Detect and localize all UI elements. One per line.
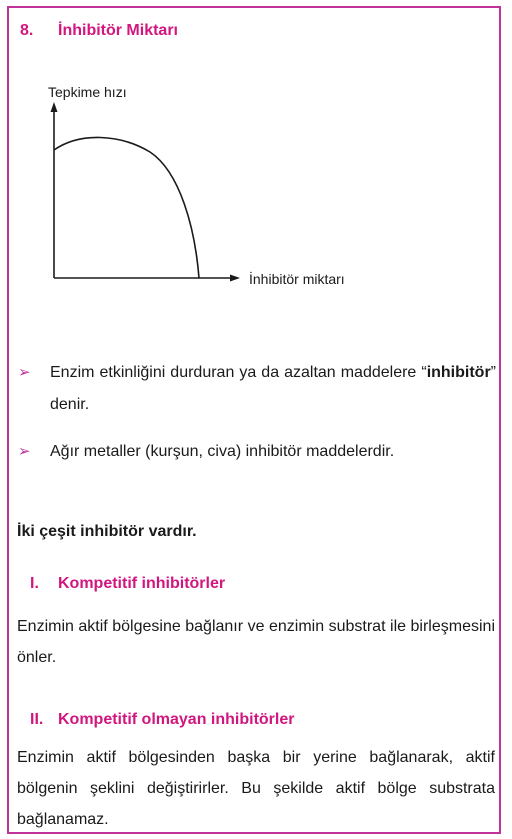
bullet-text-bold: inhibitör xyxy=(426,364,491,381)
bullet-text-post: ” denir. xyxy=(50,364,496,413)
type-description: Enzimin aktif bölgesine bağlanır ve enzimin substrat ile birleşmesini önler. xyxy=(17,618,495,666)
bullet-text xyxy=(50,436,496,468)
type-heading xyxy=(30,711,294,729)
y-axis-arrowhead xyxy=(51,102,58,112)
bullet-item xyxy=(18,357,496,421)
y-axis-label: Tepkime hızı xyxy=(48,84,127,100)
section-title-text: İnhibitör Miktarı xyxy=(58,22,178,39)
bullet-item xyxy=(18,436,496,468)
bullet-text-pre: Enzim etkinliğini durduran ya da azaltan maddelere “ xyxy=(50,364,427,381)
type-title: Kompetitif inhibitörler xyxy=(58,575,226,592)
type-heading xyxy=(30,575,225,593)
x-axis-arrowhead xyxy=(230,275,240,282)
type-title: Kompetitif olmayan inhibitörler xyxy=(58,711,295,728)
type-numeral: II. xyxy=(30,711,44,728)
type-description: Enzimin aktif bölgesinden başka bir yerine bağlanarak, aktif bölgenin şeklini değiştirirler. Bu şekilde aktif bölge substrata bağlanamaz. xyxy=(17,749,495,828)
section-number: 8. xyxy=(20,22,34,39)
type-numeral: I. xyxy=(30,575,39,592)
bullet-text xyxy=(50,357,496,421)
bullet-text-pre: Ağır metaller (kurşun, civa) inhibitör maddelerdir. xyxy=(50,443,395,460)
arrow-bullet-icon: ➢ xyxy=(18,443,31,460)
rate-curve xyxy=(54,137,199,278)
types-heading: İki çeşit inhibitör vardır. xyxy=(17,523,197,540)
x-axis-label: İnhibitör miktarı xyxy=(249,271,345,287)
arrow-bullet-icon: ➢ xyxy=(18,364,31,381)
